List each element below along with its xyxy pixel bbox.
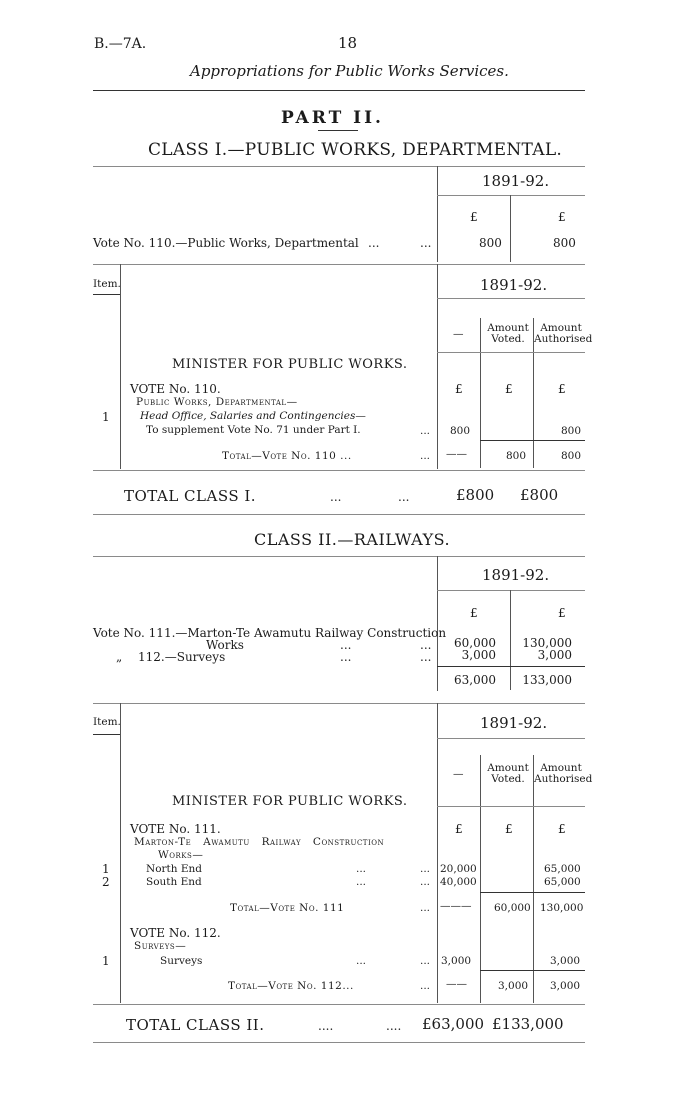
class2-total-vote112-authorised: 3,000 — [550, 980, 581, 992]
class1-total-vote110-dash: —— — [446, 448, 467, 460]
class2-item1-authorised: 65,000 — [544, 863, 581, 875]
part-title: PART II. — [281, 108, 384, 128]
class2-item3-authorised: 3,000 — [550, 955, 581, 967]
class1-vote110-dots: ... — [368, 236, 380, 250]
class1-title-rule — [93, 166, 585, 167]
class2-vote111-sub2: Works— — [158, 849, 204, 861]
class1-total-vote110-dots: ... — [420, 450, 431, 462]
class1-total-value-b: £800 — [520, 486, 559, 504]
class1-detail-divider — [437, 264, 438, 469]
class1-item1-sum-rule — [480, 440, 585, 441]
class2-summary-currency-a: £ — [470, 606, 478, 620]
class2-vote111-label-line1: Vote No. 111.—Marton-Te Awamutu Railway Construction — [93, 626, 447, 640]
class2-item3-dots2: ... — [420, 955, 431, 967]
class2-summary-divider — [437, 556, 438, 691]
class2-vote111-value-a: 60,000 — [454, 636, 496, 650]
class2-summary-year: 1891-92. — [482, 566, 550, 584]
class1-detail-header-rule — [437, 352, 585, 353]
running-title: Appropriations for Public Works Services. — [190, 62, 509, 80]
class2-item1-number: 1 — [102, 862, 110, 876]
class2-item1-value: 20,000 — [440, 863, 477, 875]
class2-vote111-dots2: ... — [420, 638, 432, 652]
class2-item2-dots1: ... — [356, 876, 367, 888]
class1-item-header-rule — [93, 294, 120, 295]
class1-total-value-a: £800 — [456, 486, 495, 504]
class1-title: CLASS I.—PUBLIC WORKS, DEPARTMENTAL. — [148, 140, 563, 160]
class1-total-dots2: ... — [398, 490, 410, 504]
class2-item3-dots1: ... — [356, 955, 367, 967]
class1-detail-year: 1891-92. — [480, 276, 548, 294]
class2-item2-number: 2 — [102, 875, 110, 889]
class2-total-value-b: £133,000 — [492, 1015, 564, 1033]
class1-total-vote110-voted: 800 — [506, 450, 527, 462]
class2-total-dots2: .... — [386, 1019, 402, 1033]
class1-vote110-sub1: Public Works, Departmental— — [136, 396, 298, 408]
class2-title-rule — [93, 556, 585, 557]
class1-item-col-divider — [120, 264, 121, 469]
class1-total-label: TOTAL CLASS I. — [124, 487, 257, 505]
class2-amount-authorised-header: Amount Authorised — [534, 762, 593, 785]
class1-total-vote110-label: Total—Vote No. 110 ... — [222, 450, 352, 462]
class2-detail-year-rule — [437, 738, 585, 739]
class1-detail-currency-1: £ — [455, 382, 463, 396]
class2-item2-label: South End — [146, 876, 202, 888]
class2-detail-currency-3: £ — [558, 822, 566, 836]
class2-total-value-a: £63,000 — [422, 1015, 485, 1033]
class2-item1-label: North End — [146, 863, 202, 875]
class1-item1-authorised: 800 — [561, 425, 582, 437]
class2-total-label: TOTAL CLASS II. — [126, 1016, 265, 1034]
class2-ditto-mark: „ — [116, 650, 123, 664]
report-reference: B.—7A. — [94, 36, 147, 52]
class1-summary-year: 1891-92. — [482, 172, 550, 190]
class1-detail-bottom-rule — [93, 470, 585, 471]
class2-item-header: Item. — [93, 716, 121, 728]
class2-summary-sum-a: 63,000 — [454, 673, 496, 687]
class2-vote111-label-line2: Works — [206, 638, 244, 652]
class2-vote112-sub: Surveys— — [134, 940, 187, 952]
class2-item3-label: Surveys — [160, 955, 203, 967]
class2-vote112-heading: VOTE No. 112. — [130, 926, 221, 940]
class1-summary-divider — [437, 166, 438, 262]
class2-vote111-dots: ... — [340, 638, 352, 652]
class2-end-rule — [93, 1042, 585, 1043]
class2-summary-year-rule — [437, 590, 585, 591]
header-rule — [93, 90, 585, 91]
class2-item3-number: 1 — [102, 954, 110, 968]
class2-vote112-dots2: ... — [420, 650, 432, 664]
class1-vote110-value-a: 800 — [479, 236, 502, 250]
class2-vote111-heading: VOTE No. 111. — [130, 822, 221, 836]
class2-total-vote111-dots: ... — [420, 902, 431, 914]
class1-item1-dots: ... — [420, 425, 431, 437]
class2-item2-dots2: ... — [420, 876, 431, 888]
class2-vote112-value-a: 3,000 — [461, 648, 496, 662]
class2-amount-voted-header: Amount Voted. — [487, 762, 529, 785]
class1-vote110-dots2: ... — [420, 236, 432, 250]
class2-total-vote112-dots: ... — [420, 980, 431, 992]
class2-total-vote111-authorised: 130,000 — [540, 902, 584, 914]
class1-total-dots1: ... — [330, 490, 342, 504]
class1-item-header: Item. — [93, 278, 121, 290]
class2-item1-dots1: ... — [356, 863, 367, 875]
class1-detail-currency-2: £ — [505, 382, 513, 396]
class1-vote110-sub3: To supplement Vote No. 71 under Part I. — [146, 424, 361, 436]
class2-detail-header-rule — [437, 806, 585, 807]
class2-total-vote112-voted: 3,000 — [498, 980, 529, 992]
class1-detail-year-rule — [437, 298, 585, 299]
class1-detail-currency-3: £ — [558, 382, 566, 396]
class1-end-rule — [93, 514, 585, 515]
class1-summary-currency-a: £ — [470, 210, 478, 224]
class2-item2-authorised: 65,000 — [544, 876, 581, 888]
class1-vote110-label: Vote No. 110.—Public Works, Departmental — [93, 236, 359, 250]
class2-vote112-label: 112.—Surveys — [138, 650, 226, 664]
class2-item2-value: 40,000 — [440, 876, 477, 888]
class2-vote112-dots: ... — [340, 650, 352, 664]
class1-vote110-value-b: 800 — [553, 236, 576, 250]
class2-summary-col-divider — [510, 590, 511, 690]
class2-detail-col-divider2 — [533, 755, 534, 1003]
class2-item3-value: 3,000 — [441, 955, 472, 967]
class2-total-vote111-dash: ——— — [440, 900, 472, 912]
class1-amount-voted-header: Amount Voted. — [487, 322, 529, 345]
class1-minister-heading: MINISTER FOR PUBLIC WORKS. — [172, 357, 408, 372]
class1-item1-value: 800 — [450, 425, 471, 437]
class2-summary-currency-b: £ — [558, 606, 566, 620]
class2-item1-dots2: ... — [420, 863, 431, 875]
class2-item-header-rule — [93, 734, 120, 735]
class1-total-vote110-authorised: 800 — [561, 450, 582, 462]
class2-total-vote112-dash: —— — [446, 978, 467, 990]
class2-vote112-value-b: 3,000 — [537, 648, 572, 662]
class2-vote111-sub1: Marton-Te Awamutu Railway Construction — [134, 836, 385, 848]
page-number: 18 — [338, 34, 358, 52]
class1-detail-col-divider1 — [480, 318, 481, 468]
class1-summary-year-rule — [437, 195, 585, 196]
part-title-underline — [318, 130, 358, 131]
class1-vote110-sub2: Head Office, Salaries and Contingencies— — [140, 410, 366, 422]
class2-total-dots1: .... — [318, 1019, 334, 1033]
class2-detail-bottom-rule — [93, 1004, 585, 1005]
class2-detail-currency-1: £ — [455, 822, 463, 836]
class1-summary-bottom-rule — [93, 264, 585, 265]
class2-detail-currency-2: £ — [505, 822, 513, 836]
class1-detail-dash: — — [453, 328, 464, 340]
class2-vote111-value-b: 130,000 — [522, 636, 572, 650]
class2-summary-sum-rule — [437, 666, 585, 667]
class2-vote112-sum-rule — [480, 970, 585, 971]
class2-minister-heading: MINISTER FOR PUBLIC WORKS. — [172, 794, 408, 809]
class2-total-vote111-voted: 60,000 — [494, 902, 531, 914]
class1-summary-col-divider — [510, 195, 511, 262]
class2-item-col-divider — [120, 703, 121, 1003]
class2-detail-col-divider1 — [480, 755, 481, 1003]
class1-vote110-heading: VOTE No. 110. — [130, 382, 221, 396]
class2-detail-divider — [437, 703, 438, 1003]
class2-vote111-sum-rule — [480, 892, 585, 893]
class1-item1-number: 1 — [102, 410, 110, 424]
class2-summary-sum-b: 133,000 — [522, 673, 572, 687]
class2-total-vote111-label: Total—Vote No. 111 — [230, 902, 345, 914]
class2-total-vote112-label: Total—Vote No. 112... — [228, 980, 354, 992]
class2-detail-dash: — — [453, 768, 464, 780]
class2-detail-year: 1891-92. — [480, 714, 548, 732]
class1-summary-currency-b: £ — [558, 210, 566, 224]
class2-summary-bottom-rule — [93, 703, 585, 704]
class2-title: CLASS II.—RAILWAYS. — [254, 530, 451, 549]
class1-amount-authorised-header: Amount Authorised — [534, 322, 593, 345]
